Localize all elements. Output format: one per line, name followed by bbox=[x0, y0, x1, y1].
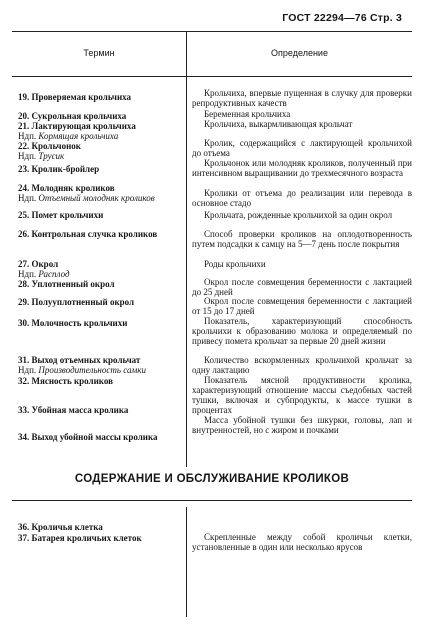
term-24: 24. Молодняк кроликов Ндп. Отъемный молодняк кроликов bbox=[18, 183, 155, 203]
definition-32: Показатель мясной продуктивности кролика, характеризующий отношение массы съедобных частей тушки, включая и субпродукты, к массе тушки в процентах bbox=[192, 375, 412, 415]
definition-27: Роды крольчихи bbox=[204, 259, 266, 269]
definition-23: Крольчонок или молодняк кроликов, полученный при интенсивном выращивании до трехмесячного возраста bbox=[192, 158, 412, 178]
section-rule bbox=[12, 500, 412, 501]
term-33: 33. Убойная масса кролика bbox=[18, 405, 129, 415]
term-28: 28. Уплотненный окрол bbox=[18, 279, 115, 289]
definition-30: Показатель, характеризующий способность крольчихи к образованию молока и определяемый по привесу помета крольчат за первые 20 дней жизни bbox=[192, 316, 412, 346]
term-22: 22. Крольчонок Ндп. Трусик bbox=[18, 141, 81, 161]
definition-19: Крольчиха, впервые пущенная в случку для проверки репродуктивных качеств bbox=[192, 88, 412, 108]
definition-21: Крольчиха, выкармливающая крольчат bbox=[204, 119, 353, 129]
column-header-term: Термин bbox=[83, 48, 115, 58]
column-header-definition: Определение bbox=[271, 48, 328, 58]
term-21: 21. Лактирующая крольчиха Ндп. Кормящая крольчиха bbox=[18, 121, 136, 141]
term-34: 34. Выход убойной массы кролика bbox=[18, 432, 158, 442]
term-37: 37. Батарея кроличьих клеток bbox=[18, 533, 142, 543]
term-32: 32. Мясность кроликов bbox=[18, 376, 113, 386]
column-divider-line bbox=[186, 75, 187, 467]
term-27: 27. Окрол Ндп. Расплод bbox=[18, 259, 70, 279]
column-divider-line bbox=[186, 507, 187, 617]
term-29: 29. Полууплотненный окрол bbox=[18, 297, 135, 307]
section-title: СОДЕРЖАНИЕ И ОБСЛУЖИВАНИЕ КРОЛИКОВ bbox=[74, 473, 350, 485]
term-25: 25. Помет крольчихи bbox=[18, 210, 104, 220]
term-23: 23. Кролик-бройлер bbox=[18, 164, 100, 174]
definition-26: Способ проверки кроликов на оплодотворенность путем подсадки к самцу на 5—7 день после покрытия bbox=[192, 229, 412, 249]
definition-37: Скрепленные между собой кроличьи клетки, установленные в один или несколько ярусов bbox=[192, 532, 412, 552]
definition-22: Кролик, содержащийся с лактирующей крольчихой до отъема bbox=[192, 138, 412, 158]
term-20: 20. Сукрольная крольчиха bbox=[18, 111, 127, 121]
term-30: 30. Молочность крольчихи bbox=[18, 318, 128, 328]
definition-25: Крольчата, рожденные крольчихой за один окрол bbox=[204, 210, 393, 220]
definition-29: Окрол после совмещения беременности с лактацией от 15 до 17 дней bbox=[192, 296, 412, 316]
definition-20: Беременная крольчиха bbox=[204, 109, 291, 119]
definition-28: Окрол после совмещения беременности с лактацией до 25 дней bbox=[192, 277, 412, 297]
term-26: 26. Контрольная случка кроликов bbox=[18, 229, 158, 239]
term-36: 36. Кроличья клетка bbox=[18, 522, 103, 532]
table-header bbox=[12, 31, 412, 77]
term-19: 19. Проверяемая крольчиха bbox=[18, 92, 132, 102]
definition-33: Масса убойной тушки без шкурки, головы, лап и внутренностей, но с жиром и почками bbox=[192, 415, 412, 435]
definition-31: Количество вскормленных крольчихой крольчат за одну лактацию bbox=[192, 355, 412, 375]
definition-24: Кролики от отъема до реализации или перевода в основное стадо bbox=[192, 188, 412, 208]
page-header: ГОСТ 22294—76 Стр. 3 bbox=[282, 12, 402, 24]
term-31: 31. Выход отъемных крольчат Ндп. Производительность самки bbox=[18, 355, 146, 375]
